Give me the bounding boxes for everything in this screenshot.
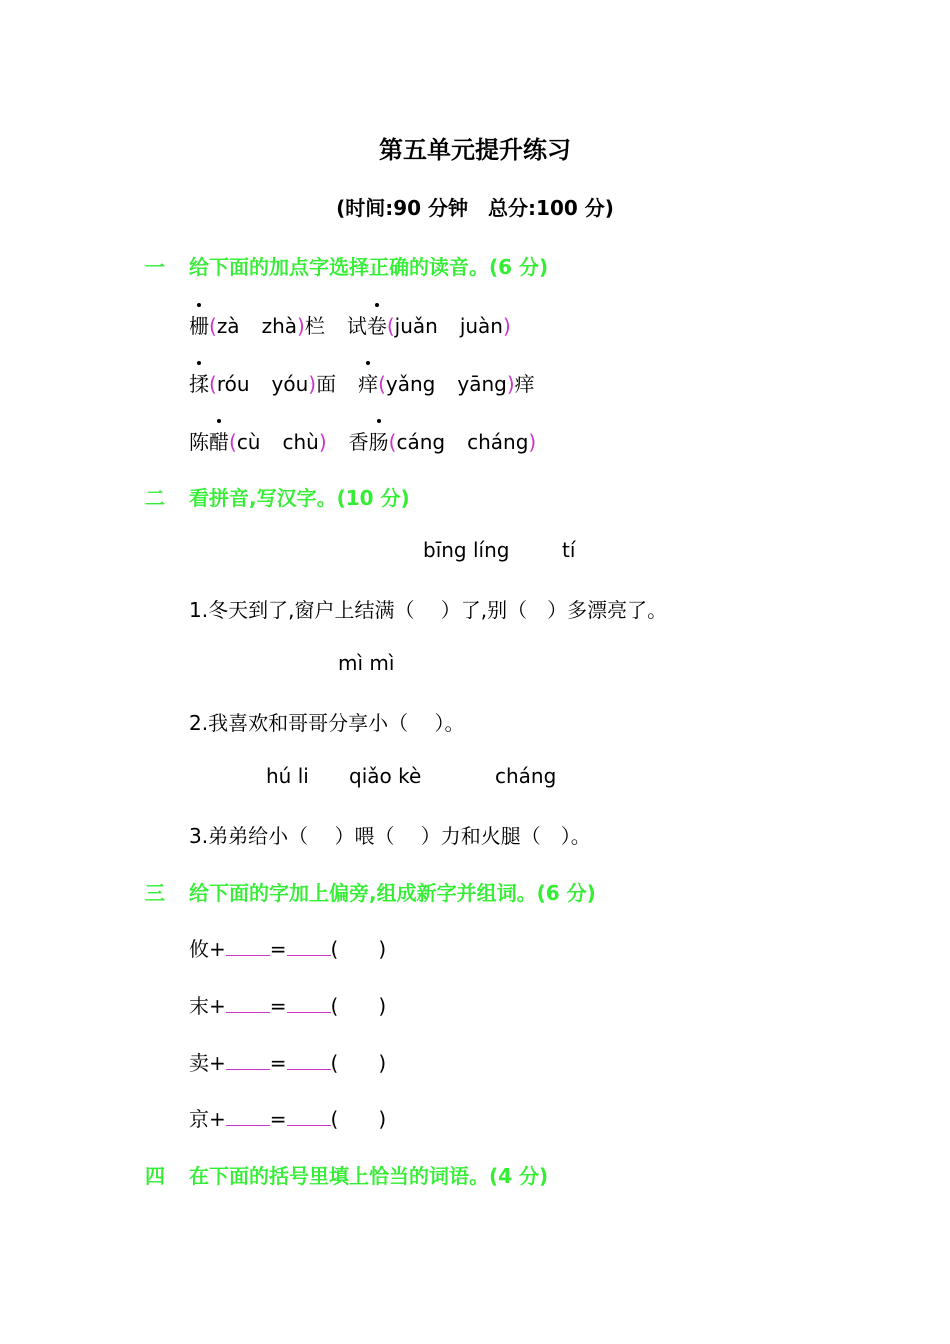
pinyin-choice-row: 揉(róu yóu)面 痒(yǎng yāng)痒 [189,368,535,397]
radical-row: 京+ = ( ) [189,1107,387,1131]
answer-blank[interactable] [287,1051,331,1070]
page-subtitle: (时间:90 分钟 总分:100 分) [336,196,614,220]
radical-row: 末+ = ( ) [189,994,387,1018]
option[interactable]: cháng [467,430,529,454]
pinyin-choice-row: 栅(zà zhà)栏 试卷(juǎn juàn) [189,310,511,339]
sentence: 3.弟弟给小（ ）喂（ ）力和火腿（ ）。 [189,824,591,848]
option[interactable]: cù [236,430,261,454]
option[interactable]: zà [216,314,240,338]
section-number: 二 [145,486,165,510]
dotted-char: 痒 [358,368,378,397]
option[interactable]: chù [282,430,319,454]
radical-row: 卖+ = ( ) [189,1051,387,1075]
section-number: 三 [145,881,165,905]
answer-blank[interactable] [226,937,270,956]
sentence: 2.我喜欢和哥哥分享小（ ）。 [189,711,465,735]
section-heading: 给下面的字加上偏旁,组成新字并组词。(6 分) [189,881,596,905]
section-heading: 在下面的括号里填上恰当的词语。(4 分) [189,1164,549,1188]
option[interactable]: juàn [459,314,503,338]
pinyin-hint: mì mì [338,651,395,675]
option[interactable]: yāng [457,372,507,396]
section-number: 四 [145,1164,165,1188]
pinyin-hint: qiǎo kè [349,764,422,788]
answer-blank[interactable] [226,1051,270,1070]
pinyin-hint: hú li [266,764,309,788]
section-heading: 看拼音,写汉字。(10 分) [189,486,410,510]
page-title: 第五单元提升练习 [379,136,571,164]
answer-blank[interactable] [226,1107,270,1126]
option[interactable]: yóu [271,372,309,396]
dotted-char: 卷 [367,310,387,339]
sentence: 1.冬天到了,窗户上结满（ ）了,别（ ）多漂亮了。 [189,598,668,622]
option[interactable]: cáng [396,430,446,454]
dotted-char: 栅 [189,310,209,339]
pinyin-hint: tí [562,538,576,562]
dotted-char: 醋 [209,426,229,455]
answer-blank[interactable] [226,994,270,1013]
section-number: 一 [145,255,165,279]
pinyin-choice-row: 陈醋(cù chù) 香肠(cáng cháng) [189,426,536,455]
option[interactable]: juǎn [394,314,438,338]
answer-blank[interactable] [287,937,331,956]
pinyin-hint: bīng líng [423,538,510,562]
answer-blank[interactable] [287,994,331,1013]
option[interactable]: yǎng [385,372,436,396]
radical-row: 攸+ = ( ) [189,937,387,961]
answer-blank[interactable] [287,1107,331,1126]
section-heading: 给下面的加点字选择正确的读音。(6 分) [189,255,549,279]
option[interactable]: róu [216,372,250,396]
pinyin-hint: cháng [495,764,557,788]
dotted-char: 揉 [189,368,209,397]
option[interactable]: zhà [261,314,298,338]
dotted-char: 肠 [369,426,389,455]
